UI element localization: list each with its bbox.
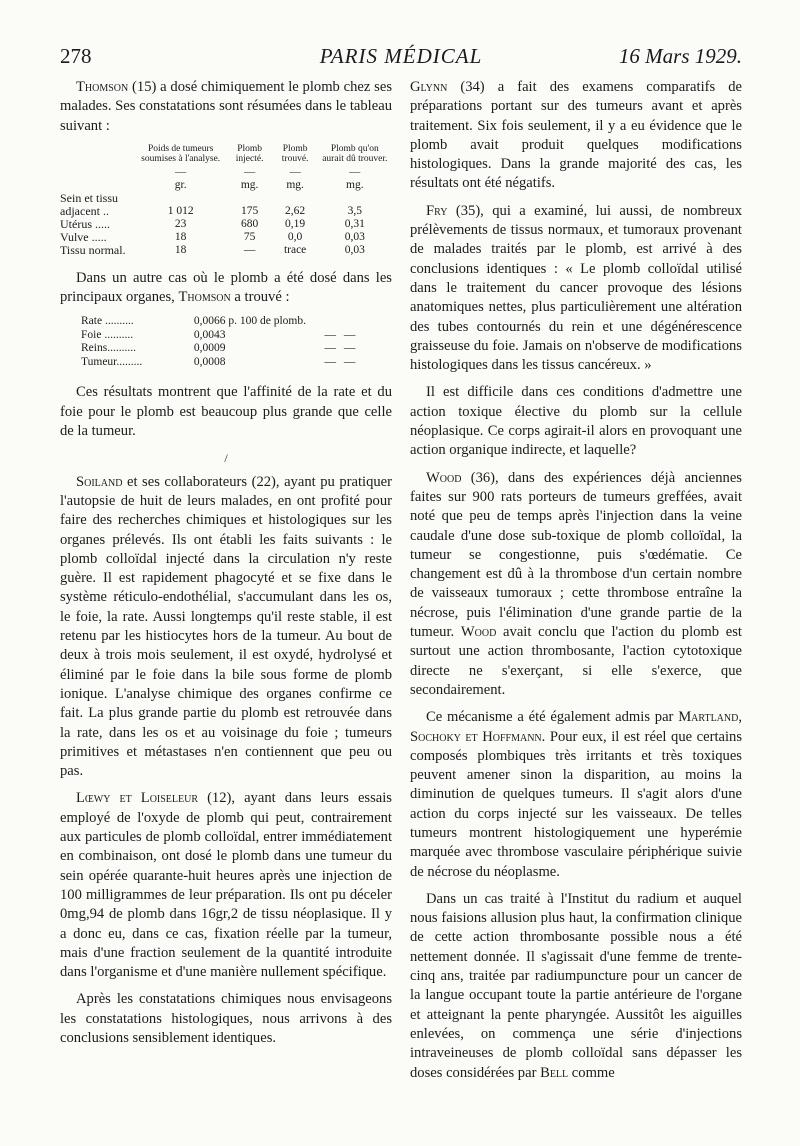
- table-row: [60, 192, 392, 218]
- author-name: Bell: [540, 1064, 569, 1081]
- right-column: [410, 78, 742, 1091]
- row-label: Tissu normal.: [60, 242, 126, 257]
- table-units-row: [60, 179, 392, 192]
- table-cell: —: [324, 355, 336, 368]
- author-name: Glynn: [410, 79, 448, 95]
- table-cell: trace: [283, 243, 307, 256]
- table-row: [78, 342, 360, 356]
- left-column: [60, 78, 392, 1056]
- lead-distribution-table: [60, 144, 392, 257]
- paragraph: [410, 708, 742, 882]
- organ-lead-table: [78, 315, 360, 369]
- author-name: Wood: [460, 624, 497, 641]
- table-cell: —: [343, 355, 356, 368]
- table-cell: 0,03: [344, 243, 365, 256]
- paragraph-text: (15) a dosé chimiquement le plomb chez ses malades. Ses constatations sont résumées dans le tableau suivant :: [60, 79, 392, 134]
- paragraph-text: Dans un cas traité à l'Institut du radium et auquel nous faisions allusion plus haut, la confirmation clinique de cette action thrombosante possible nous a été nettement donnée. Il s'agissait d'une femme de trente-cinq ans, traitée par radiumpuncture pour un cancer de la langue occupant toute la partie antérieure de l'organe et atteignant la pente pharyngée. Aussitôt les aiguilles enlevées, on commença une série d'injections intraveineuses de plomb colloïdal sans dépasser les doses considérées par: [410, 890, 742, 1081]
- table-row: [60, 231, 392, 244]
- table-cell: 1 012: [167, 204, 194, 217]
- table-cell: mg.: [346, 178, 364, 191]
- table-cell: 0,0008: [193, 355, 226, 368]
- row-label: Reins..........: [81, 342, 136, 355]
- paragraph: [60, 78, 392, 136]
- author-name: Thomson: [76, 79, 129, 95]
- author-names: Martland, Sochoky et Hoffmann.: [410, 709, 742, 745]
- table-header-row: [60, 144, 392, 165]
- table-header: Plomb trouvé.: [281, 143, 309, 165]
- table-cell: —: [343, 328, 356, 341]
- table-cell: 175: [240, 204, 259, 217]
- author-name: Soiland: [76, 473, 123, 490]
- table-cell: 75: [243, 230, 256, 243]
- table-cell: 3,5: [347, 204, 362, 217]
- table-cell: mg.: [240, 178, 259, 191]
- paragraph: [410, 78, 742, 194]
- table-row: [78, 329, 360, 343]
- author-name: Wood: [426, 469, 462, 486]
- section-separator: /: [224, 451, 228, 466]
- paragraph: Il est difficile dans ces conditions d'admettre une action toxique élective du plomb sur la cellule néoplasique. Ce corps agirait-il alors en provoquant une action organique indirecte, et laquelle?: [410, 384, 742, 459]
- author-name: Fry: [426, 202, 448, 219]
- table-cell: 680: [240, 217, 259, 230]
- paragraph-text: (34) a fait des examens comparatifs de préparations portant sur des tumeurs avant et après traitement. Six fois seulement, il y a eu évidence que le plomb avait produit quelques modifications histologiques. Dans la grande majorité des cas, les résultats ont été négatifs.: [410, 79, 742, 192]
- table-row: [78, 356, 360, 370]
- journal-title: PARIS MÉDICAL: [319, 44, 483, 68]
- paragraph: [410, 890, 742, 1083]
- row-label: Vulve .....: [60, 229, 107, 244]
- page-header: [60, 44, 742, 74]
- table-dash-row: [60, 165, 392, 179]
- table-cell: —: [343, 342, 356, 355]
- row-label: Utérus .....: [60, 216, 110, 231]
- table-header: [60, 144, 135, 165]
- paragraph: [410, 202, 742, 376]
- table-header: Poids de tumeurs soumises à l'analyse.: [141, 143, 221, 165]
- paragraph: [60, 269, 392, 308]
- row-label: Sein et tissu adjacent ..: [60, 190, 119, 218]
- table-cell: 18: [174, 230, 187, 243]
- paragraph-text: avait conclu que l'action du plomb est surtout une action thrombosante, l'action cytotoxique directe ne s'exerçant, si elle s'exerce, que secondairement.: [410, 624, 742, 698]
- table-dash: —: [175, 165, 187, 178]
- table-cell: mg.: [286, 178, 304, 191]
- table-cell: [341, 315, 360, 329]
- author-name: Thomson: [178, 289, 231, 306]
- paragraph: [60, 789, 392, 982]
- table-cell: 23: [174, 217, 187, 230]
- paragraph: [410, 469, 742, 701]
- paragraph-text: a trouvé :: [230, 289, 290, 306]
- paragraph: Ces résultats montrent que l'affinité de la rate et du foie pour le plomb est beaucoup plus grande que celle de la tumeur.: [60, 384, 392, 440]
- paragraph-text: (36), dans des expériences déjà anciennes faites sur 900 rats porteurs de tumeurs greffées, avait noté que peu de temps après l'injection dans la veine caudale d'une dose sub-toxique de plomb colloïdal, la tumeur se congestionne, puis s'œdématie. Ce changement est dû à la thrombose d'un certain nombre de vaisseaux tumoraux ; cette thrombose entraîne la nécrose, puis l'élimination d'une grande partie de la tumeur.: [410, 469, 742, 641]
- paragraph-text: (12), ayant dans leurs essais employé de l'oxyde de plomb qui peut, contrairement aux particules de plomb colloïdal, entrer immédiatement en combinaison, ont dosé le plomb dans une tumeur du sein opérée quarante-huit heures après une injection de 100 milligrammes de leur préparation. Ils ont pu déceler 0mg,94 de plomb dans 16gr,2 de tissu néoplasique. Il y a donc eu, dans ce cas, fixation réelle par la tumeur, mais d'une fraction seulement de la quantité introduite dans l'organisme et d'une manière nullement spécifique.: [60, 790, 392, 981]
- table-cell: 0,0009: [193, 342, 226, 355]
- table-cell: 0,19: [285, 217, 306, 230]
- paragraph: Après les constatations chimiques nous envisageons les constatations histologiques, nous arrivons à des conclusions sensiblement identiques.: [60, 991, 392, 1046]
- table-cell: —: [243, 243, 256, 256]
- table-row: [60, 218, 392, 231]
- table-cell: 0,03: [344, 230, 365, 243]
- paragraph-text: Pour eux, il est réel que certains composés plombiques très irritants et très toxiques peuvent amener sinon la disparition, au moins la diminution de quelques tumeurs. Il s'agit alors d'une action du corps injecté sur les vaisseaux. De telles tumeurs montrent histologiquement une hyperémie marquée avec thrombose vasculaire périphérique suivie de nécrose du néoplasme.: [410, 728, 743, 880]
- table-cell: 0,0043: [193, 328, 226, 341]
- table-dash: —: [349, 165, 361, 178]
- table-cell: 2,62: [285, 204, 306, 217]
- table-cell: 18: [174, 243, 187, 256]
- table-dash: —: [289, 165, 301, 178]
- issue-date: 16 Mars 1929.: [618, 44, 742, 68]
- table-row: [60, 244, 392, 257]
- row-label: Rate ..........: [81, 315, 134, 328]
- table-dash: —: [244, 165, 256, 178]
- table-cell: [321, 315, 340, 329]
- paragraph: [60, 473, 392, 782]
- paragraph-text: Dans un autre cas où le plomb a été dosé dans les principaux organes,: [60, 269, 392, 306]
- table-cell: 0,0: [287, 230, 303, 243]
- paragraph-text: et ses collaborateurs (22), ayant pu pratiquer l'autopsie de huit de leurs malades, en ont profité pour faire des recherches chimiques et histologiques sur les organes prélevés. Ils ont établi les faits suivants : le plomb colloïdal injecté dans la circulation n'y reste guère. Il est rapidement phagocyté et se fixe dans le système réticulo-endothélial, s'accumulant dans les os, le foie, la rate. Aussi longtemps qu'il reste stable, il est retenu par les histiocytes hors de la tumeur. Au bout de deux à trois mois seulement, il est oxydé, hydrolysé et éliminé par le foie dans la bile sous forme de plomb ionique. L'analyse chimique des organes confirme ce fait. La plus grande partie du plomb est retrouvée dans la rate, dans les os et au voisinage du foie ; tumeurs primitives et métastases n'en contiennent que peu ou pas.: [60, 473, 392, 780]
- table-cell: [60, 179, 135, 192]
- table-header: Plomb qu'on aurait dû trouver.: [322, 143, 388, 165]
- table-cell: —: [324, 328, 336, 341]
- table-cell: 0,0066 p. 100 de plomb.: [193, 315, 306, 328]
- author-name: Lœwy et Loiseleur: [76, 790, 199, 807]
- row-label: Foie ..........: [81, 328, 134, 341]
- row-label: Tumeur.........: [81, 355, 143, 368]
- paragraph-text: comme: [568, 1064, 615, 1081]
- table-header: Plomb injecté.: [235, 143, 264, 165]
- table-cell: gr.: [174, 178, 187, 191]
- page-number: 278: [60, 44, 92, 68]
- table-cell: 0,31: [344, 217, 365, 230]
- paragraph-text: (35), qui a examiné, lui aussi, de nombreux prélèvements de tissus normaux, et tumoraux provenant de malades traités par le plomb, est arrivé à des conclusions identiques : « Le plomb colloïdal utilisé dans le traitement du cancer provoque des lésions anatomiques nettes, plus particulièrement une altération des tubes contournés du rein et une dégénérescence graisseuse du foie. Jamais on n'observe de modifications histologiques dans les tissus cancéreux. »: [410, 202, 742, 374]
- table-row: [78, 315, 360, 329]
- table-cell: —: [324, 342, 336, 355]
- paragraph-text: Ce mécanisme a été également admis par: [426, 709, 674, 726]
